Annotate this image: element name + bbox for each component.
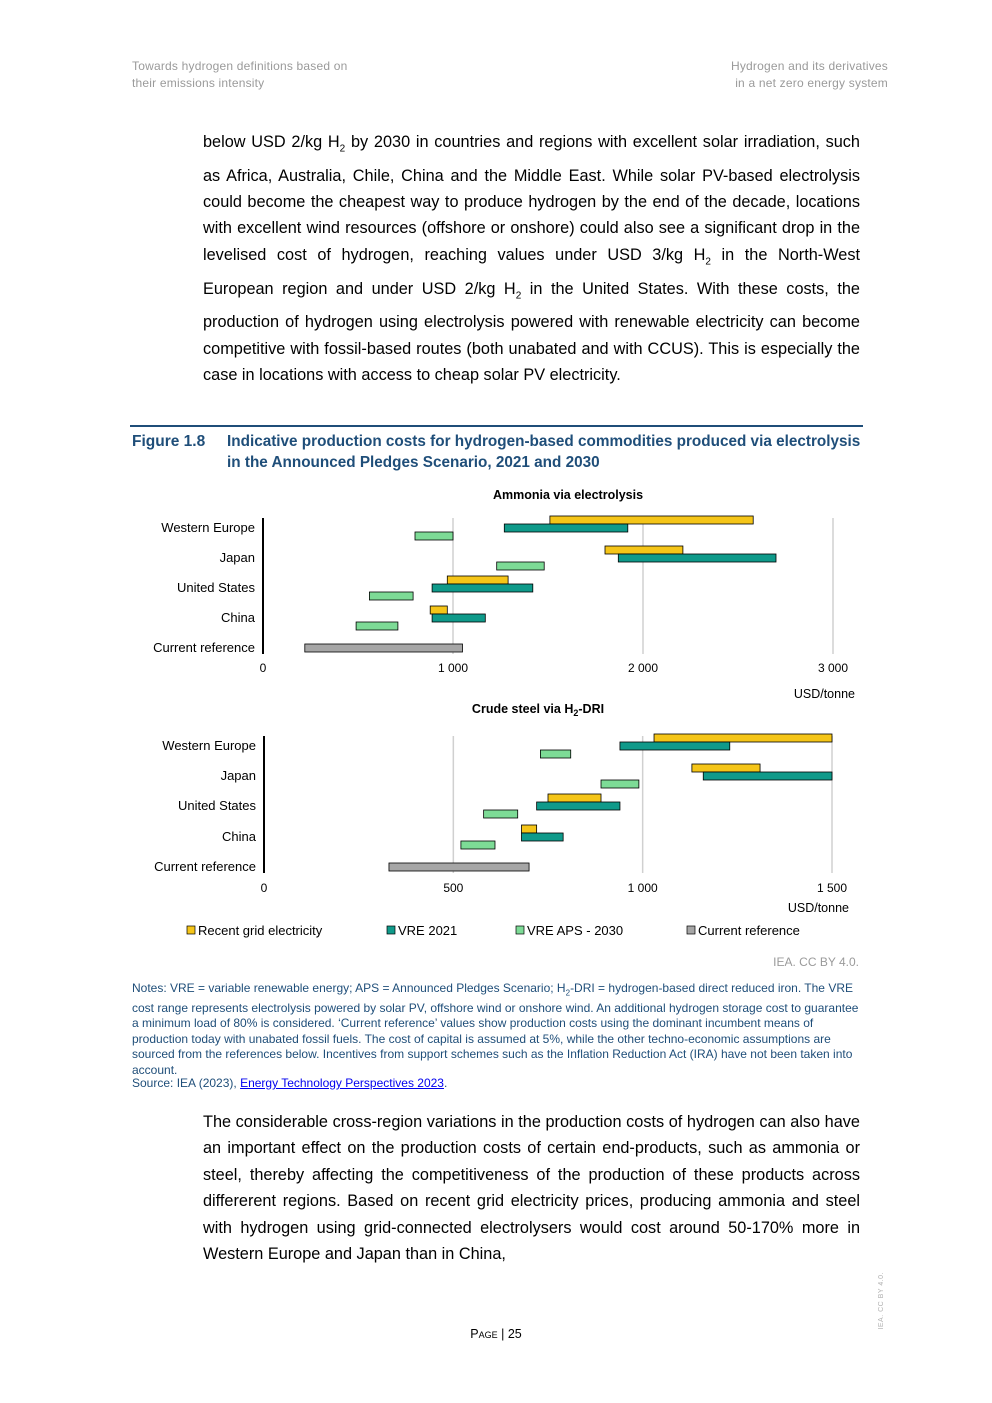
range-bar <box>461 841 495 849</box>
range-bar <box>521 825 536 833</box>
header-right-line1: Hydrogen and its derivatives <box>730 59 888 73</box>
figure-source <box>132 1076 447 1090</box>
range-bar <box>504 524 628 532</box>
range-bar <box>430 606 447 614</box>
category-label: China <box>222 829 256 844</box>
chart-title-sub: 2 <box>573 708 579 718</box>
range-bar <box>447 576 508 584</box>
legend-swatch <box>516 926 524 934</box>
running-header-left <box>132 58 348 92</box>
category-label: Japan <box>220 768 256 783</box>
chart-title-suffix: -DRI <box>578 702 605 716</box>
figure-title: Indicative production costs for hydrogen-based commodities produced via electrolysis in the Announced Pledges Scenario, 2021 and 2030 <box>227 433 861 471</box>
body-paragraph-2: The considerable cross-region variations in the production costs of hydrogen can also have an important effect on the production costs of certain end-products, such as ammonia or steel, thereby affecting the competitiveness of the production of these products across differerent regions. Based on recent grid electricity prices, producing ammonia and steel with hydrogen using grid-connected electrolysers would cost around 50-170% more in Western Europe and Japan than in China, <box>203 1113 860 1264</box>
side-license-mark: IEA. CC BY 4.0. <box>878 1272 885 1330</box>
header-left-line2: their emissions intensity <box>132 76 265 90</box>
notes-part1: Notes: VRE = variable renewable energy; APS = Announced Pledges Scenario; H <box>132 981 566 995</box>
range-bar <box>618 554 776 562</box>
chart-panel-2 <box>154 702 849 915</box>
range-bar <box>605 546 683 554</box>
category-label: United States <box>176 580 255 595</box>
range-bar <box>537 802 620 810</box>
x-tick-label: 1 000 <box>437 661 469 675</box>
x-tick-label: 0 <box>260 881 268 895</box>
legend-swatch <box>687 926 695 934</box>
range-bar <box>620 742 730 750</box>
figure-notes <box>132 981 860 1078</box>
para1-sub3: 2 <box>515 289 522 301</box>
range-bar <box>548 794 601 802</box>
page-number-value: 25 <box>507 1327 522 1341</box>
header-right-line2: in a net zero energy system <box>735 76 888 90</box>
range-bar <box>601 780 639 788</box>
x-tick-label: 3 000 <box>817 661 849 675</box>
figure-chart <box>0 480 992 945</box>
range-bar <box>305 644 463 652</box>
para1-part2: by 2030 in countries and regions with excellent solar irradiation, such as Africa, Australia, Chile, China and the Middle East. While solar PV-based electrolysis could become the cheapest way to produce hydrogen by the end of the decade, locations with excellent wind resources (offshore or onshore) could also see a significant drop in the levelised cost of hydrogen, reaching values under USD 3/kg H <box>203 133 860 264</box>
range-bar <box>415 532 453 540</box>
notes-sub: 2 <box>565 988 571 998</box>
para1-part4: in the United States. With these costs, the production of hydrogen using electrolysis powered with renewable electricity can become competitive with fossil-based routes (both unabated and with CCUS). This is especially the case in locations with access to cheap solar PV electricity. <box>203 279 860 384</box>
notes-part2: -DRI = hydrogen-based direct reduced iron. The VRE cost range represents electrolysis powered by solar PV, offshore wind or onshore wind. An additional hydrogen storage cost to guarantee a minimum load of 80% is considered. ‘Current reference’ values show production costs using the dominant incumbent means of production today with unabated fossil fuels. The cost of capital is assumed at 5%, while the other techno-economic assumptions are sourced from the references below. Incentives from support schemes such as the Inflation Reduction Act (IRA) have not been taken into account. <box>132 981 859 1077</box>
legend-label: VRE 2021 <box>398 923 458 938</box>
header-left-line1: Towards hydrogen definitions based on <box>132 59 348 73</box>
para1-part3: in the North-West European region and under USD 2/kg H <box>203 245 861 298</box>
chart-legend <box>187 923 800 938</box>
para1-sub2: 2 <box>705 256 711 268</box>
range-bar <box>356 622 398 630</box>
body-paragraph-1 <box>203 129 860 388</box>
category-label: Western Europe <box>161 520 255 535</box>
x-tick-label: 1 000 <box>627 881 658 895</box>
figure-rule <box>130 425 863 427</box>
range-bar <box>654 734 832 742</box>
legend-label: Recent grid electricity <box>198 923 323 938</box>
range-bar <box>497 562 545 570</box>
range-bar <box>369 592 413 600</box>
x-tick-label: 500 <box>443 881 464 895</box>
category-label: Japan <box>219 550 255 565</box>
page-separator: | <box>497 1327 508 1341</box>
range-bar <box>432 584 533 592</box>
x-axis-label-2: USD/tonne <box>787 901 849 915</box>
range-bar <box>692 764 760 772</box>
range-bar <box>484 810 518 818</box>
figure-label: Figure 1.8 <box>132 433 206 450</box>
chart-title-2 <box>472 702 604 718</box>
chart-title-1: Ammonia via electrolysis <box>492 488 644 502</box>
legend-label: VRE APS - 2030 <box>527 923 624 938</box>
page-word: Page <box>470 1327 498 1341</box>
page-number <box>0 1327 992 1341</box>
range-bar <box>432 614 485 622</box>
x-tick-label: 0 <box>259 661 267 675</box>
chart-title-part: Crude steel via H <box>471 702 574 716</box>
x-axis-label-1: USD/tonne <box>793 687 855 701</box>
range-bar <box>550 516 753 524</box>
x-tick-label: 1 500 <box>816 881 848 895</box>
figure-credit: IEA. CC BY 4.0. <box>773 955 859 969</box>
category-label: Current reference <box>153 640 255 655</box>
category-label: United States <box>177 798 256 813</box>
range-bar <box>540 750 570 758</box>
para1-part1: below USD 2/kg H <box>203 133 340 151</box>
para1-sub1: 2 <box>339 143 346 155</box>
source-link[interactable]: Energy Technology Perspectives 2023 <box>240 1076 444 1090</box>
category-label: Current reference <box>154 859 256 874</box>
running-header-right <box>731 58 888 92</box>
category-label: Western Europe <box>162 738 256 753</box>
range-bar <box>703 772 832 780</box>
chart-panel-1 <box>153 488 855 701</box>
legend-label: Current reference <box>698 923 800 938</box>
source-prefix: Source: IEA (2023), <box>132 1076 241 1090</box>
range-bar <box>389 863 529 871</box>
x-tick-label: 2 000 <box>627 661 659 675</box>
range-bar <box>521 833 563 841</box>
category-label: China <box>221 610 255 625</box>
legend-swatch <box>187 926 195 934</box>
source-suffix: . <box>443 1076 448 1090</box>
legend-swatch <box>387 926 395 934</box>
